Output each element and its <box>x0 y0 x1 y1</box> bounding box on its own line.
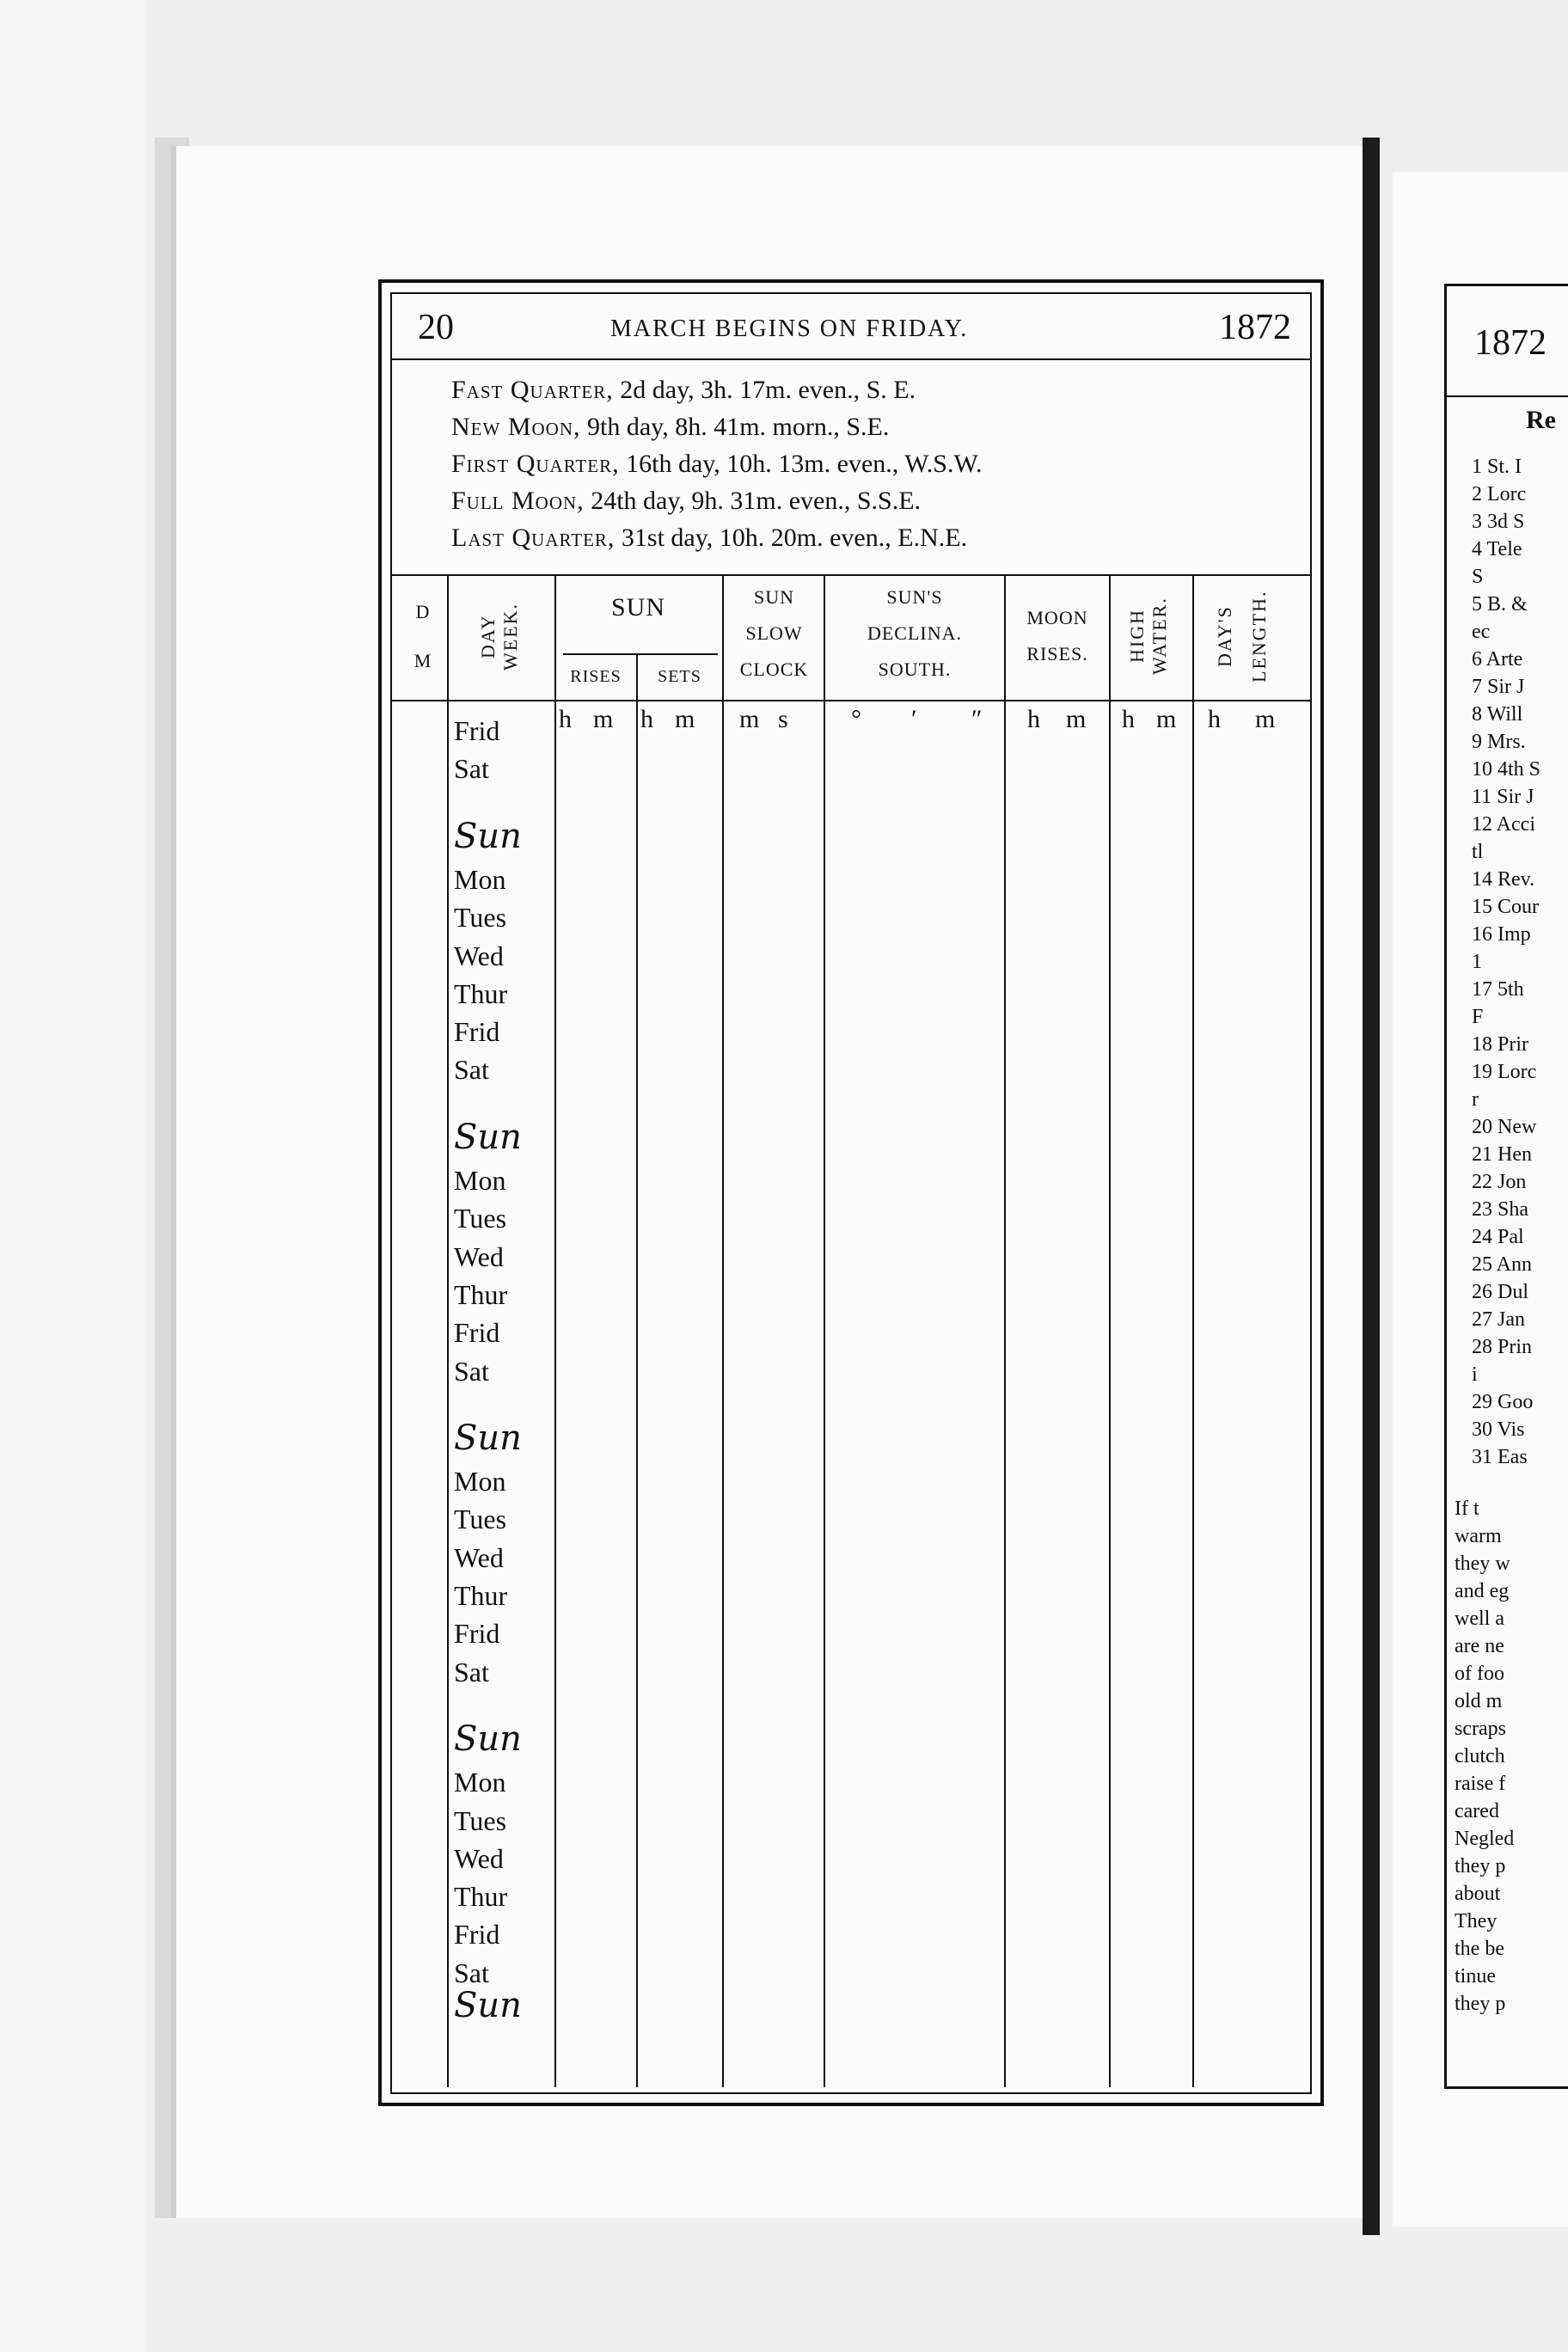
facing-page <box>1393 172 1568 2226</box>
facing-page-line: of foo <box>1455 1663 1504 1685</box>
table-cell: Thur <box>454 977 508 1009</box>
facing-page-line: well a <box>1455 1608 1504 1630</box>
facing-page-line: S <box>1472 566 1484 588</box>
col-header-sun: SUN <box>610 593 665 622</box>
phase-line <box>451 519 1302 556</box>
column-rule <box>447 574 449 2087</box>
col-header-m: M <box>413 650 432 671</box>
table-cell: Sat <box>454 753 489 785</box>
unit-label: h <box>640 705 653 733</box>
facing-page-line: 23 Sha <box>1472 1198 1528 1221</box>
facing-page-line: If t <box>1455 1498 1479 1520</box>
unit-label: h <box>559 705 572 733</box>
book-gutter <box>1363 138 1380 2235</box>
moon-phases <box>451 371 1302 556</box>
facing-page-line: 21 Hen <box>1472 1143 1532 1166</box>
table-cell: Sun <box>454 1418 522 1458</box>
unit-label: m <box>1255 705 1276 733</box>
facing-page-line: 10 4th S <box>1472 758 1541 781</box>
table-cell: Wed <box>454 1541 504 1573</box>
facing-page-line: 24 Pal <box>1472 1226 1524 1248</box>
facing-page-line: 18 Prir <box>1472 1033 1528 1056</box>
phase-name: Last Quarter, <box>451 524 616 552</box>
column-rule <box>1192 574 1194 2087</box>
phase-line <box>451 408 1302 445</box>
facing-page-line: old m <box>1455 1690 1503 1712</box>
page-frame-inner <box>390 292 1312 2094</box>
col-header-days-length: DAY'S LENGTH. <box>1214 590 1270 683</box>
col-header-moon-2: RISES. <box>1026 643 1088 665</box>
table-cell: Sun <box>454 1117 522 1157</box>
table-cell: Sun <box>454 1986 522 2025</box>
table-cell: Frid <box>454 1317 500 1349</box>
unit-label: m <box>739 705 760 733</box>
unit-label: m <box>593 705 614 733</box>
unit-label: m <box>1156 705 1177 733</box>
facing-page-line: 17 5th <box>1472 978 1524 1001</box>
facing-page-line: they p <box>1455 1855 1506 1877</box>
phase-name: Fast Quarter, <box>451 376 614 404</box>
column-rule <box>1109 574 1111 2087</box>
col-header-sun-slow-3: CLOCK <box>739 658 809 680</box>
facing-page-line: 22 Jon <box>1472 1171 1527 1193</box>
table-cell: Sun <box>454 1718 522 1759</box>
facing-page-line: are ne <box>1455 1635 1504 1657</box>
table-cell: Tues <box>454 902 507 934</box>
facing-page-line: 25 Ann <box>1472 1253 1533 1276</box>
col-header-sun-slow-1: SUN <box>753 586 794 608</box>
col-header-decl-2: DECLINA. <box>867 622 963 644</box>
facing-page-line: 2 Lorc <box>1472 483 1527 505</box>
facing-page-line: 5 B. & <box>1472 593 1528 616</box>
facing-page-line: 16 Imp <box>1472 923 1531 946</box>
phase-detail: 24th day, 9h. 31m. even., S.S.E. <box>591 487 922 515</box>
col-header-decl-1: SUN'S <box>886 586 943 608</box>
facing-page-line: i <box>1472 1363 1478 1386</box>
facing-page-rule <box>1444 395 1568 397</box>
facing-page-line: 27 Jan <box>1472 1308 1525 1331</box>
facing-page-line: cared <box>1455 1800 1499 1822</box>
facing-page-line: tl <box>1472 841 1484 863</box>
unit-label: h <box>1208 705 1221 733</box>
facing-page-line: 1 St. I <box>1472 456 1522 478</box>
col-header-d: D <box>415 601 431 622</box>
table-cell: Frid <box>454 1016 500 1048</box>
col-header-sets: SETS <box>658 667 701 686</box>
table-cell: Wed <box>454 1842 504 1874</box>
table-units-rule <box>390 700 1312 701</box>
col-header-moon-1: MOON <box>1026 607 1088 628</box>
table-cell: Tues <box>454 1504 507 1535</box>
col-header-decl-3: SOUTH. <box>878 658 952 680</box>
phase-name: First Quarter, <box>451 450 620 478</box>
table-cell: Frid <box>454 1618 500 1650</box>
table-cell: Frid <box>454 1919 500 1951</box>
facing-page-line: and eg <box>1455 1580 1510 1602</box>
table-cell: Wed <box>454 1240 504 1272</box>
table-cell: Wed <box>454 940 504 971</box>
page-number: 20 <box>418 308 454 347</box>
col-header-rises: RISES <box>570 667 622 686</box>
facing-page-line: 31 Eas <box>1472 1446 1528 1468</box>
facing-page-line: 7 Sir J <box>1472 676 1525 698</box>
facing-page-line: they p <box>1455 1993 1506 2015</box>
phase-line <box>451 482 1302 519</box>
col-header-sun-slow-2: SLOW <box>745 622 803 644</box>
phase-detail: 9th day, 8h. 41m. morn., S.E. <box>587 413 890 441</box>
column-rule <box>824 574 825 2087</box>
table-cell: Mon <box>454 1165 506 1196</box>
phase-detail: 2d day, 3h. 17m. even., S. E. <box>620 376 916 404</box>
facing-page-line: 15 Cour <box>1472 896 1539 918</box>
facing-page-line: 28 Prin <box>1472 1336 1533 1358</box>
table-cell: Thur <box>454 1881 508 1913</box>
facing-page-line: 11 Sir J <box>1472 786 1534 808</box>
facing-page-line: 30 Vis <box>1472 1418 1525 1441</box>
page-header <box>413 305 1298 357</box>
facing-page-line: 3 3d S <box>1472 511 1525 533</box>
phase-line <box>451 371 1302 408</box>
col-header-high-water: HIGH WATER. <box>1126 597 1170 676</box>
table-cell: Thur <box>454 1580 508 1611</box>
facing-page-line: They <box>1455 1910 1498 1932</box>
phase-line <box>451 445 1302 482</box>
facing-page-line: 26 Dul <box>1472 1281 1528 1303</box>
col-header-day-week: DAY WEEK. <box>477 602 521 671</box>
facing-page-line: scraps <box>1455 1718 1506 1740</box>
facing-page-line: 20 New <box>1472 1116 1537 1138</box>
phase-detail: 16th day, 10h. 13m. even., W.S.W. <box>626 450 983 478</box>
unit-label: m <box>675 705 695 733</box>
facing-page-year: 1872 <box>1474 323 1547 363</box>
facing-page-line: they w <box>1455 1553 1510 1575</box>
column-rule <box>722 574 724 2087</box>
facing-page-line: 14 Rev. <box>1472 868 1535 891</box>
column-rule <box>1004 574 1006 2087</box>
table-cell: Thur <box>454 1278 508 1310</box>
facing-page-line: about <box>1455 1883 1501 1905</box>
facing-page-line: tinue <box>1455 1965 1496 1988</box>
table-cell: Sat <box>454 1355 489 1387</box>
phase-name: New Moon, <box>451 413 581 441</box>
unit-label: s <box>778 705 788 733</box>
header-rule <box>390 358 1312 360</box>
table-cell: Sun <box>454 816 522 856</box>
scan-background <box>0 0 146 2352</box>
facing-page-line: 19 Lorc <box>1472 1061 1537 1083</box>
table-cell: Sat <box>454 1656 489 1687</box>
phase-name: Full Moon, <box>451 487 585 515</box>
unit-label: ° <box>851 705 861 733</box>
facing-page-line: ec <box>1472 621 1491 643</box>
facing-page-line: 12 Acci <box>1472 813 1535 836</box>
table-top-rule <box>390 574 1312 576</box>
facing-page-heading: Re <box>1526 406 1556 434</box>
table-cell: Tues <box>454 1203 507 1234</box>
table-cell: Mon <box>454 1466 506 1498</box>
unit-label: ″ <box>971 705 983 733</box>
unit-label: h <box>1122 705 1135 733</box>
table-cell: Mon <box>454 1767 506 1798</box>
facing-page-line: raise f <box>1455 1773 1506 1795</box>
table-cell: Sat <box>454 1957 489 1988</box>
facing-page-line: r <box>1472 1088 1479 1111</box>
facing-page-line: Negled <box>1455 1828 1515 1850</box>
unit-label: ′ <box>911 705 917 733</box>
sun-subheader-rule <box>563 653 718 655</box>
phase-detail: 31st day, 10h. 20m. even., E.N.E. <box>621 524 968 552</box>
table-cell: Sat <box>454 1054 489 1086</box>
facing-page-line: F <box>1472 1006 1484 1028</box>
facing-page-line: 9 Mrs. <box>1472 731 1526 753</box>
table-cell: Tues <box>454 1804 507 1836</box>
table-cell: Frid <box>454 715 500 746</box>
column-rule <box>554 574 556 2087</box>
unit-label: h <box>1027 705 1040 733</box>
page-title: MARCH BEGINS ON FRIDAY. <box>610 315 969 342</box>
facing-page-line: the be <box>1455 1938 1504 1960</box>
page-year: 1872 <box>1219 308 1291 347</box>
facing-page-line: 29 Goo <box>1472 1391 1534 1413</box>
facing-page-line: clutch <box>1455 1745 1505 1767</box>
table-cell: Mon <box>454 863 506 895</box>
facing-page-line: 1 <box>1472 951 1482 973</box>
column-rule <box>636 653 638 2087</box>
facing-page-line: warm <box>1455 1525 1502 1547</box>
facing-page-line: 4 Tele <box>1472 538 1522 560</box>
facing-page-line: 6 Arte <box>1472 648 1523 671</box>
unit-label: m <box>1066 705 1087 733</box>
facing-page-line: 8 Will <box>1472 703 1523 726</box>
